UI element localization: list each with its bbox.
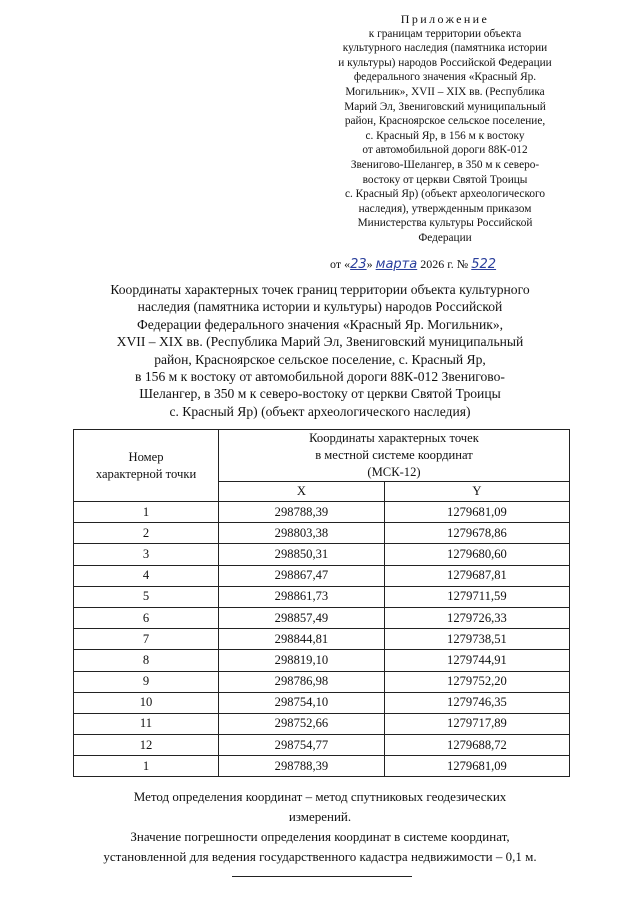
table-body (74, 502, 570, 777)
order-date-number (330, 257, 580, 272)
table-row (74, 629, 570, 650)
point-number-cell: 10 (74, 692, 219, 713)
table-row (74, 502, 570, 523)
y-coordinate-cell: 1279688,72 (384, 735, 569, 756)
y-coordinate-cell: 1279717,89 (384, 713, 569, 734)
point-number-cell: 4 (74, 565, 219, 586)
title-line: Шелангер, в 350 м к северо-востоку от церкви Святой Троицы (139, 386, 501, 402)
y-coordinate-cell: 1279680,60 (384, 544, 569, 565)
appendix-line: Марий Эл, Звениговский муниципальный (344, 100, 546, 113)
y-coordinate-cell: 1279687,81 (384, 565, 569, 586)
x-coordinate-cell: 298788,39 (219, 756, 385, 777)
appendix-line: Министерства культуры Российской (357, 217, 533, 230)
footer-line: измерений. (288, 809, 352, 824)
y-coordinate-cell: 1279752,20 (384, 671, 569, 692)
column-header-point-number: Номер характерной точки (74, 430, 219, 502)
x-coordinate-cell: 298803,38 (219, 523, 385, 544)
point-number-cell: 3 (74, 544, 219, 565)
x-coordinate-cell: 298754,77 (219, 735, 385, 756)
title-line: с. Красный Яр) (объект археологического наследия) (169, 403, 471, 419)
title-line: Федерации федерального значения «Красный Яр. Могильник», (136, 316, 504, 332)
x-coordinate-cell: 298844,81 (219, 629, 385, 650)
appendix-line: и культуры) народов Российской Федерации (338, 56, 552, 69)
point-number-cell: 2 (74, 523, 219, 544)
appendix-heading: Приложение (400, 12, 490, 26)
order-day: 23 (350, 257, 367, 272)
table-row (74, 692, 570, 713)
x-coordinate-cell: 298861,73 (219, 586, 385, 607)
point-number-cell: 7 (74, 629, 219, 650)
table-row (74, 586, 570, 607)
appendix-line: к границам территории объекта (368, 27, 522, 40)
point-number-cell: 6 (74, 607, 219, 628)
document-footer (60, 787, 580, 867)
coordinates-table (73, 429, 570, 777)
appendix-line: от автомобильной дороги 88К-012 (362, 144, 528, 157)
appendix-line: наследия), утвержденным приказом (358, 202, 532, 215)
appendix-line: Могильник», XVII – XIX вв. (Республика (345, 85, 545, 98)
table-row (74, 671, 570, 692)
x-coordinate-cell: 298786,98 (219, 671, 385, 692)
closing-divider (232, 876, 412, 877)
table-row (74, 756, 570, 777)
x-coordinate-cell: 298752,66 (219, 713, 385, 734)
point-number-cell: 11 (74, 713, 219, 734)
table-row (74, 544, 570, 565)
point-number-cell: 8 (74, 650, 219, 671)
point-number-cell: 5 (74, 586, 219, 607)
title-line: в 156 м к востоку от автомобильной дороги 88К-012 Звенигово- (135, 369, 505, 385)
y-coordinate-cell: 1279726,33 (384, 607, 569, 628)
column-header-x: X (219, 482, 385, 502)
point-number-cell: 12 (74, 735, 219, 756)
appendix-line: с. Красный Яр, в 156 м к востоку (365, 129, 525, 142)
appendix-line: востоку от церкви Святой Троицы (362, 173, 528, 186)
title-line: наследия (памятника истории и культуры) народов Российской (137, 299, 503, 315)
document-title (60, 281, 580, 420)
x-coordinate-cell: 298819,10 (219, 650, 385, 671)
appendix-line: с. Красный Яр) (объект археологического (344, 188, 546, 201)
table-row (74, 523, 570, 544)
y-coordinate-cell: 1279678,86 (384, 523, 569, 544)
y-coordinate-cell: 1279744,91 (384, 650, 569, 671)
x-coordinate-cell: 298867,47 (219, 565, 385, 586)
order-mid: » (366, 257, 373, 271)
order-month: марта (375, 257, 418, 272)
y-coordinate-cell: 1279738,51 (384, 629, 569, 650)
footer-line: установленной для ведения государственного кадастра недвижимости – 0,1 м. (103, 849, 537, 864)
point-number-cell: 1 (74, 502, 219, 523)
point-number-cell: 9 (74, 671, 219, 692)
footer-line: Метод определения координат – метод спутниковых геодезических (133, 789, 507, 804)
point-number-cell: 1 (74, 756, 219, 777)
title-line: XVII – XIX вв. (Республика Марий Эл, Звениговский муниципальный (116, 334, 524, 350)
x-coordinate-cell: 298857,49 (219, 607, 385, 628)
column-header-coordinates: Координаты характерных точек в местной системе координат (МСК-12) (219, 430, 570, 482)
appendix-line: Звенигово-Шелангер, в 350 м к северо- (350, 158, 540, 171)
x-coordinate-cell: 298788,39 (219, 502, 385, 523)
table-row (74, 735, 570, 756)
x-coordinate-cell: 298850,31 (219, 544, 385, 565)
appendix-line: Федерации (418, 231, 472, 244)
title-line: Координаты характерных точек границ территории объекта культурного (110, 282, 530, 297)
x-coordinate-cell: 298754,10 (219, 692, 385, 713)
appendix-line: район, Красноярское сельское поселение, (344, 115, 546, 128)
y-coordinate-cell: 1279681,09 (384, 502, 569, 523)
table-row (74, 565, 570, 586)
column-header-y: Y (384, 482, 569, 502)
footer-line: Значение погрешности определения координат в системе координат, (130, 829, 510, 844)
order-year: 2026 г. № (420, 257, 469, 271)
appendix-line: федерального значения «Красный Яр. (353, 71, 537, 84)
table-row (74, 607, 570, 628)
y-coordinate-cell: 1279746,35 (384, 692, 569, 713)
appendix-header (305, 12, 585, 246)
title-line: район, Красноярское сельское поселение, с. Красный Яр, (154, 351, 486, 367)
appendix-line: культурного наследия (памятника истории (342, 42, 548, 55)
y-coordinate-cell: 1279711,59 (384, 586, 569, 607)
order-prefix: от « (330, 257, 351, 271)
order-number: 522 (471, 257, 497, 272)
table-row (74, 713, 570, 734)
table-row (74, 650, 570, 671)
y-coordinate-cell: 1279681,09 (384, 756, 569, 777)
